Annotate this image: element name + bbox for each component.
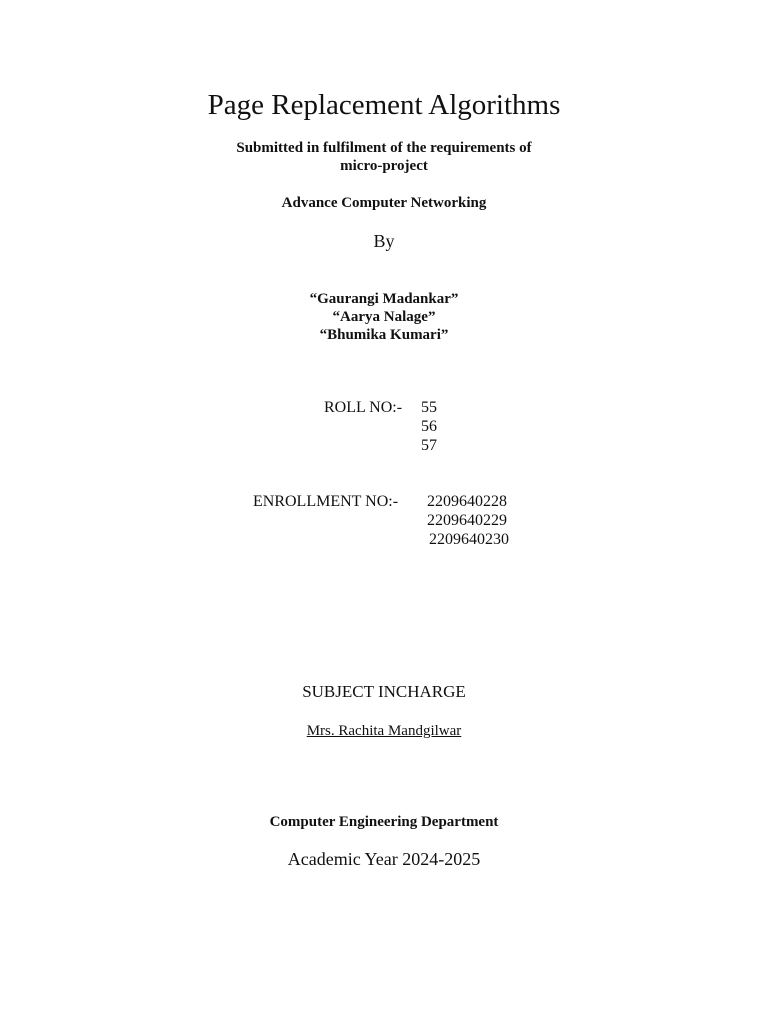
document-title: Page Replacement Algorithms <box>207 89 561 121</box>
roll-no-list <box>421 398 437 455</box>
submission-statement-line-2: micro-project <box>340 158 428 174</box>
subject-incharge-heading: SUBJECT INCHARGE <box>302 682 466 701</box>
enrollment-no-label: ENROLLMENT NO:- <box>253 493 399 510</box>
submission-statement-line-1: Submitted in fulfilment of the requirements of <box>236 140 532 156</box>
by-label: By <box>373 231 395 251</box>
roll-no-value: 56 <box>421 418 437 435</box>
author-list <box>0 290 768 344</box>
enrollment-no-value: 2209640228 <box>427 493 507 510</box>
roll-no-label: ROLL NO:- <box>324 399 403 416</box>
enrollment-no-list <box>427 492 509 549</box>
author-name: “Gaurangi Madankar” <box>309 291 459 307</box>
author-name: “Aarya Nalage” <box>332 309 436 325</box>
author-name: “Bhumika Kumari” <box>319 327 449 343</box>
enrollment-no-value: 2209640229 <box>427 512 507 529</box>
course-name: Advance Computer Networking <box>281 195 487 211</box>
enrollment-no-value: 2209640230 <box>429 531 509 548</box>
academic-year: Academic Year 2024-2025 <box>287 849 481 869</box>
roll-no-value: 57 <box>421 437 437 454</box>
subject-incharge-name: Mrs. Rachita Mandgilwar <box>306 723 462 739</box>
roll-no-value: 55 <box>421 399 437 416</box>
submission-statement <box>0 139 768 175</box>
department-name: Computer Engineering Department <box>269 814 499 830</box>
